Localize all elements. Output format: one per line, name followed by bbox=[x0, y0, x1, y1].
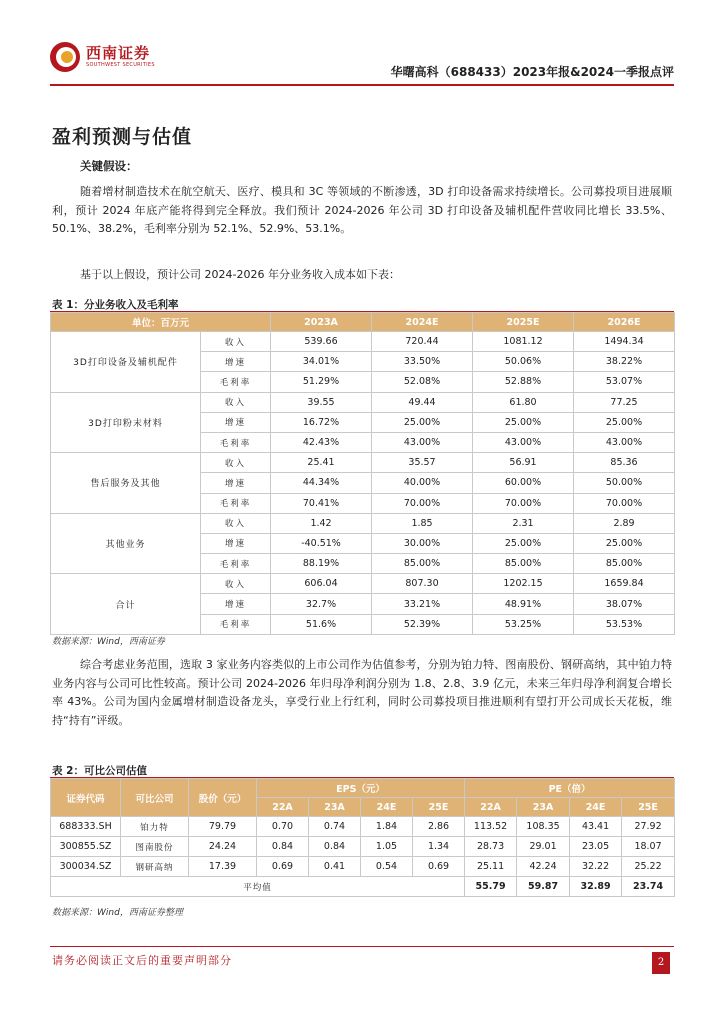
pe-value: 113.52 bbox=[465, 817, 517, 837]
pe-value: 18.07 bbox=[622, 837, 675, 857]
eps-value: 0.70 bbox=[257, 817, 309, 837]
metric-value: 1494.34 bbox=[574, 332, 675, 352]
metric-value: 539.66 bbox=[271, 332, 372, 352]
metric-value: 25.00% bbox=[574, 412, 675, 432]
metric-label: 毛利率 bbox=[201, 614, 271, 634]
table2-row bbox=[51, 837, 675, 857]
metric-value: 56.91 bbox=[473, 453, 574, 473]
table2-row bbox=[51, 857, 675, 877]
southwest-securities-logo bbox=[50, 42, 155, 72]
segment-name: 3D打印设备及辅机配件 bbox=[51, 332, 201, 393]
metric-label: 毛利率 bbox=[201, 432, 271, 452]
key-assumptions-heading: 关键假设： bbox=[80, 159, 138, 173]
metric-value: 50.00% bbox=[574, 473, 675, 493]
table1-row bbox=[51, 574, 675, 594]
metric-label: 毛利率 bbox=[201, 554, 271, 574]
metric-label: 毛利率 bbox=[201, 372, 271, 392]
pe-value: 108.35 bbox=[517, 817, 570, 837]
metric-value: 70.00% bbox=[574, 493, 675, 513]
metric-value: 2.31 bbox=[473, 513, 574, 533]
metric-value: 1081.12 bbox=[473, 332, 574, 352]
metric-value: 85.36 bbox=[574, 453, 675, 473]
average-pe-value: 32.89 bbox=[570, 877, 622, 897]
eps-value: 1.05 bbox=[361, 837, 413, 857]
metric-value: 1.85 bbox=[372, 513, 473, 533]
metric-value: 70.00% bbox=[372, 493, 473, 513]
metric-label: 收入 bbox=[201, 513, 271, 533]
pe-year-header: 22A bbox=[465, 798, 517, 817]
logo-mark-icon bbox=[50, 42, 80, 72]
metric-label: 增速 bbox=[201, 594, 271, 614]
metric-value: 53.53% bbox=[574, 614, 675, 634]
footer-rule bbox=[50, 946, 674, 947]
metric-value: 1.42 bbox=[271, 513, 372, 533]
metric-value: 43.00% bbox=[574, 432, 675, 452]
pe-value: 28.73 bbox=[465, 837, 517, 857]
header-rule bbox=[50, 84, 674, 86]
stock-price: 17.39 bbox=[189, 857, 257, 877]
table1-header-year: 2025E bbox=[473, 313, 574, 332]
metric-value: 25.00% bbox=[372, 412, 473, 432]
table2-title: 表 2：可比公司估值 bbox=[52, 765, 147, 777]
table1-header-year: 2026E bbox=[574, 313, 675, 332]
pe-year-header: 23A bbox=[517, 798, 570, 817]
metric-value: 16.72% bbox=[271, 412, 372, 432]
table1-row bbox=[51, 453, 675, 473]
logo-cn: 西南证券 bbox=[86, 44, 151, 62]
average-pe-value: 59.87 bbox=[517, 877, 570, 897]
metric-value: 35.57 bbox=[372, 453, 473, 473]
metric-label: 增速 bbox=[201, 352, 271, 372]
metric-value: 52.88% bbox=[473, 372, 574, 392]
segment-name: 其他业务 bbox=[51, 513, 201, 574]
pe-year-header: 25E bbox=[622, 798, 675, 817]
metric-value: 25.00% bbox=[473, 533, 574, 553]
pe-value: 29.01 bbox=[517, 837, 570, 857]
stock-code: 688333.SH bbox=[51, 817, 121, 837]
table1-header-row bbox=[51, 313, 675, 332]
metric-value: 85.00% bbox=[473, 554, 574, 574]
metric-label: 增速 bbox=[201, 412, 271, 432]
eps-value: 0.41 bbox=[309, 857, 361, 877]
metric-value: 53.07% bbox=[574, 372, 675, 392]
eps-year-header: 23A bbox=[309, 798, 361, 817]
metric-value: 1659.84 bbox=[574, 574, 675, 594]
eps-value: 0.69 bbox=[257, 857, 309, 877]
metric-value: 50.06% bbox=[473, 352, 574, 372]
table2-row bbox=[51, 817, 675, 837]
eps-value: 0.54 bbox=[361, 857, 413, 877]
table2-header-row bbox=[51, 779, 675, 798]
metric-value: 38.07% bbox=[574, 594, 675, 614]
comparable-valuation-table bbox=[50, 778, 675, 897]
metric-value: 807.30 bbox=[372, 574, 473, 594]
metric-value: 25.00% bbox=[574, 533, 675, 553]
metric-value: 40.00% bbox=[372, 473, 473, 493]
metric-value: 85.00% bbox=[574, 554, 675, 574]
metric-value: 39.55 bbox=[271, 392, 372, 412]
page-header bbox=[50, 40, 674, 80]
pe-value: 43.41 bbox=[570, 817, 622, 837]
assumptions-paragraph: 随着增材制造技术在航空航天、医疗、模具和 3C 等领域的不断渗透，3D 打印设备需求持续增长。公司募投项目进展顺利，预计 2024 年底产能将得到完全释放。我们预计 2024-2026 年公司 3D 打印设备及辅机配件营收同比增长 33.5%、50.1%、38.2%，毛利率分别为 52.1%、52.9%、53.1%。 bbox=[52, 185, 672, 235]
table1-source: 数据来源：Wind，西南证券 bbox=[52, 637, 165, 647]
metric-label: 收入 bbox=[201, 392, 271, 412]
metric-value: 70.00% bbox=[473, 493, 574, 513]
metric-value: 25.00% bbox=[473, 412, 574, 432]
table1-row bbox=[51, 332, 675, 352]
metric-value: 2.89 bbox=[574, 513, 675, 533]
metric-value: 1202.15 bbox=[473, 574, 574, 594]
disclaimer-note: 请务必阅读正文后的重要声明部分 bbox=[52, 954, 232, 967]
metric-value: 70.41% bbox=[271, 493, 372, 513]
pe-value: 23.05 bbox=[570, 837, 622, 857]
metric-value: 85.00% bbox=[372, 554, 473, 574]
logo-en: SOUTHWEST SECURITIES bbox=[86, 62, 155, 68]
segment-name: 合计 bbox=[51, 574, 201, 635]
table2-header-price: 股价（元） bbox=[189, 779, 257, 817]
metric-value: 38.22% bbox=[574, 352, 675, 372]
eps-value: 2.86 bbox=[413, 817, 465, 837]
metric-label: 增速 bbox=[201, 473, 271, 493]
table2-header-company: 可比公司 bbox=[121, 779, 189, 817]
metric-value: 53.25% bbox=[473, 614, 574, 634]
metric-value: 43.00% bbox=[473, 432, 574, 452]
table2-header-pe: PE（倍） bbox=[465, 779, 675, 798]
metric-value: 88.19% bbox=[271, 554, 372, 574]
page-number: 2 bbox=[652, 952, 670, 974]
average-pe-value: 23.74 bbox=[622, 877, 675, 897]
metric-value: 720.44 bbox=[372, 332, 473, 352]
metric-value: 52.08% bbox=[372, 372, 473, 392]
metric-label: 收入 bbox=[201, 453, 271, 473]
valuation-paragraph: 综合考虑业务范围，选取 3 家业务内容类似的上市公司作为估值参考，分别为铂力特、图南股份、钢研高纳，其中铂力特业务内容与公司可比性较高。预计公司 2024-2026 年归母净利润分别为 1.8、2.8、3.9 亿元，未来三年归母净利润复合增长率 43%。公司为国内金属增材制造设备龙头，享受行业上行红利，同时公司募投项目推进顺利有望打开公司成长天花板，维持“持有”评级。 bbox=[52, 658, 672, 727]
metric-label: 收入 bbox=[201, 332, 271, 352]
pe-value: 27.92 bbox=[622, 817, 675, 837]
table1-title: 表 1：分业务收入及毛利率 bbox=[52, 299, 179, 311]
pe-year-header: 24E bbox=[570, 798, 622, 817]
metric-value: 44.34% bbox=[271, 473, 372, 493]
metric-value: 33.50% bbox=[372, 352, 473, 372]
eps-year-header: 25E bbox=[413, 798, 465, 817]
pe-value: 25.22 bbox=[622, 857, 675, 877]
metric-value: 51.29% bbox=[271, 372, 372, 392]
metric-value: 32.7% bbox=[271, 594, 372, 614]
metric-value: 30.00% bbox=[372, 533, 473, 553]
segment-name: 售后服务及其他 bbox=[51, 453, 201, 514]
metric-value: 25.41 bbox=[271, 453, 372, 473]
eps-year-header: 22A bbox=[257, 798, 309, 817]
stock-code: 300034.SZ bbox=[51, 857, 121, 877]
stock-price: 24.24 bbox=[189, 837, 257, 857]
eps-year-header: 24E bbox=[361, 798, 413, 817]
metric-value: 43.00% bbox=[372, 432, 473, 452]
metric-value: 51.6% bbox=[271, 614, 372, 634]
metric-value: 61.80 bbox=[473, 392, 574, 412]
segment-name: 3D打印粉末材料 bbox=[51, 392, 201, 453]
eps-value: 0.74 bbox=[309, 817, 361, 837]
eps-value: 1.84 bbox=[361, 817, 413, 837]
metric-value: 52.39% bbox=[372, 614, 473, 634]
stock-code: 300855.SZ bbox=[51, 837, 121, 857]
report-title: 华曙高科（688433）2023年报&2024一季报点评 bbox=[390, 65, 674, 79]
pe-value: 32.22 bbox=[570, 857, 622, 877]
metric-label: 收入 bbox=[201, 574, 271, 594]
company-name: 铂力特 bbox=[121, 817, 189, 837]
pe-value: 42.24 bbox=[517, 857, 570, 877]
table-intro-paragraph: 基于以上假设，预计公司 2024-2026 年分业务收入成本如下表： bbox=[80, 268, 400, 281]
eps-value: 1.34 bbox=[413, 837, 465, 857]
metric-label: 增速 bbox=[201, 533, 271, 553]
table1-row bbox=[51, 392, 675, 412]
average-label: 平均值 bbox=[51, 877, 465, 897]
table1-row bbox=[51, 513, 675, 533]
metric-label: 毛利率 bbox=[201, 493, 271, 513]
company-name: 图南股份 bbox=[121, 837, 189, 857]
metric-value: 60.00% bbox=[473, 473, 574, 493]
metric-value: 606.04 bbox=[271, 574, 372, 594]
eps-value: 0.69 bbox=[413, 857, 465, 877]
metric-value: 49.44 bbox=[372, 392, 473, 412]
metric-value: 33.21% bbox=[372, 594, 473, 614]
stock-price: 79.79 bbox=[189, 817, 257, 837]
average-pe-value: 55.79 bbox=[465, 877, 517, 897]
table2-header-code: 证券代码 bbox=[51, 779, 121, 817]
metric-value: 48.91% bbox=[473, 594, 574, 614]
company-name: 钢研高纳 bbox=[121, 857, 189, 877]
metric-value: 42.43% bbox=[271, 432, 372, 452]
table2-header-eps: EPS（元） bbox=[257, 779, 465, 798]
table1-header-unit: 单位：百万元 bbox=[51, 313, 271, 332]
metric-value: -40.51% bbox=[271, 533, 372, 553]
metric-value: 77.25 bbox=[574, 392, 675, 412]
revenue-margin-table bbox=[50, 312, 675, 635]
metric-value: 34.01% bbox=[271, 352, 372, 372]
table1-header-year: 2023A bbox=[271, 313, 372, 332]
table2-average-row bbox=[51, 877, 675, 897]
table2-source: 数据来源：Wind，西南证券整理 bbox=[52, 908, 183, 918]
table1-header-year: 2024E bbox=[372, 313, 473, 332]
eps-value: 0.84 bbox=[309, 837, 361, 857]
pe-value: 25.11 bbox=[465, 857, 517, 877]
section-title: 盈利预测与估值 bbox=[52, 126, 193, 148]
eps-value: 0.84 bbox=[257, 837, 309, 857]
